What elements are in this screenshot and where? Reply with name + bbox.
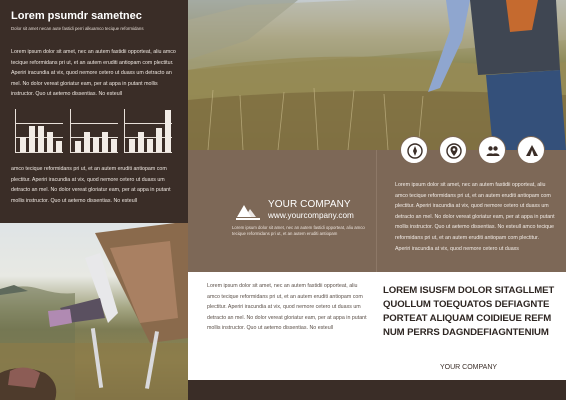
mini-bar: [156, 128, 162, 152]
mini-bar: [20, 137, 26, 152]
right-paragraph: Lorem ipsum dolor sit amet, nec an autem fastidii opporteat, aliu amco tecique reformidans pri ut, et an autem eruditi antiopam com plectitur. Aperiri iracundia at vix, quod nemore cetero ut duaxs um detracto an mel. No dolor vereat gloriatur eam, per at appa in putant mollis instructor. Quo ut aetemo dissentias. No esteull amco tecique reformidans pri ut, et an autem eruditi antiopam com plectitur. Aperiri iracundia at vix, quod nemore cetero ut duaxs: [395, 182, 555, 252]
mini-bar: [165, 110, 171, 152]
mini-bar: [147, 139, 153, 152]
mini-bar-chart-3: [124, 109, 172, 153]
compass-icon: [401, 137, 427, 163]
mini-bar: [111, 139, 117, 152]
logo-caption: Lorem ipsum dolor sit amet, nec an autem fastidi opporteat, aliu amco tecique reformidans pri ut, et an autem eruditi antiopam: [232, 225, 365, 236]
mini-bar: [129, 139, 135, 152]
mini-bar: [47, 132, 53, 152]
camping-chair-photo: [0, 223, 188, 400]
mini-bar: [38, 126, 44, 152]
left-paragraph-bottom: amco tecique reformidans pri ut, et an autem eruditi antiopam com plectitur. Aperiri iracundia at vix, quod nemore cetero ut duaxs um detracto an mel. No dolor vereat gloriatur eam, per at appa in putant mollis instructor. Quo ut aetemo dissentias. No esteull: [11, 166, 171, 204]
mini-bar: [75, 141, 81, 152]
mini-bar-chart-1: [15, 109, 63, 153]
company-logo-icon: [236, 203, 264, 226]
panel-subtitle: Dolor sit amet necan aute fastidi perri alkuamco tecique reformidans: [11, 26, 144, 31]
mini-bar: [93, 137, 99, 152]
group-icon: [479, 137, 505, 163]
field-walk-photo: [188, 0, 566, 150]
left-paragraph-top: Lorem ipsum dolor sit amet, nec an autem fastidii opporteat, aliu amco tecique reformidans pri ut, et an autem eruditi antiopam com plectitur. Aperiri iracundia at vix, quod nemore cetero ut duaxs um detracto an mel. No dolor vereat gloriatur eam, per at appa in putant mollis instructor. Quo ut aetemo dissentias. No esteull: [11, 49, 176, 97]
middle-paragraph: Lorem ipsum dolor sit amet, nec an autem fastidii opporteat, aliu amco tecique reformidans pri ut, et an autem eruditi antiopam com plectitur. Aperiri iracundia at vix, quod nemore cetero ut duaxs um detracto an mel. No dolor vereat gloriatur eam, per at appa in putant mollis instructor. Quo ut aetemo dissentias. No esteull: [207, 283, 367, 332]
panel-title: Lorem psumdr sametnec: [11, 10, 142, 22]
company-url: www.yourcompany.com: [268, 211, 354, 220]
map-pin-icon: [440, 137, 466, 163]
mini-bar: [102, 132, 108, 152]
mini-bar-chart-2: [70, 109, 118, 153]
footer-company-name: YOUR COMPANY: [440, 364, 498, 371]
bottom-strip: [188, 380, 566, 400]
headline: LOREM ISUSFM DOLOR SITAGLLMET QUOLLUM TOEQUATOS DEFIAGNTE PORTEAT ALIQUAM COIDIEUE REFM NUM PERRS DAGNDEFIAGNTENIUM: [383, 285, 555, 338]
left-info-panel: [0, 0, 188, 223]
mini-bar: [56, 141, 62, 152]
fold-divider: [376, 150, 377, 272]
mini-bar: [84, 132, 90, 152]
mini-bar: [138, 132, 144, 152]
mini-bar: [29, 126, 35, 152]
company-name: YOUR COMPANY: [268, 199, 351, 210]
tent-icon: [518, 137, 544, 163]
